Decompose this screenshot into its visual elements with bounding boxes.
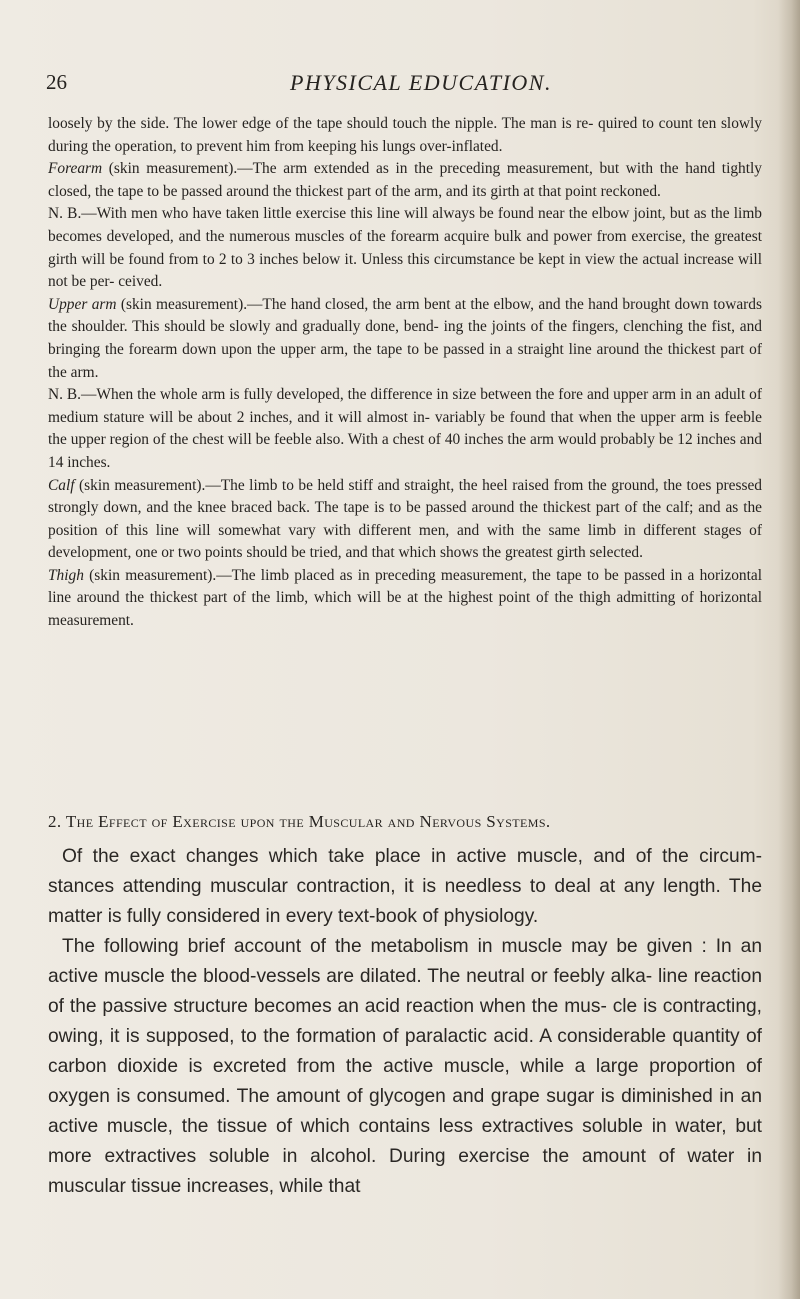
paragraph-calf	[48, 475, 762, 565]
page-number: 26	[46, 70, 67, 94]
paragraph-forearm	[48, 158, 762, 203]
paragraph-text: N. B.—When the whole arm is fully developed, the difference in size between the fore and upper arm in an adult of medium stature will be about 2 inches, and it will almost in- variably be found that when the upper arm is feeble the upper region of the chest will be feeble also. With a chest of 40 inches the arm would probably be 12 inches and 14 inches.	[48, 386, 762, 471]
paragraph-note	[48, 203, 762, 293]
paragraph-text: (skin measurement).—The limb placed as in preceding measurement, the tape to be passed in a horizontal line around the thickest part of the limb, which will be at the highest point of the thigh admitting of horizontal measurement.	[48, 566, 762, 630]
paragraph	[48, 113, 762, 158]
paragraph-text: loosely by the side. The lower edge of the tape should touch the nipple. The man is re- quired to count ten slowly during the operation, to prevent him from keeping his lungs over-inflated.	[48, 115, 762, 155]
paragraph-lead: Thigh	[48, 566, 84, 584]
paragraph-lead: Forearm	[48, 160, 103, 178]
section-body	[48, 842, 762, 1202]
paragraph-text: (skin measurement).—The arm extended as in the preceding measurement, but with the hand tightly closed, the tape to be passed around the thickest part of the arm, and its girth at that point reckoned.	[48, 160, 762, 200]
paragraph-lead: Upper arm	[48, 295, 117, 313]
paragraph-upper-arm	[48, 294, 762, 384]
paragraph-lead: Calf	[48, 476, 75, 494]
paragraph-note	[48, 384, 762, 474]
measurement-instructions	[48, 113, 762, 633]
paragraph: The following brief account of the metabolism in muscle may be given : In an active muscle the blood-vessels are dilated. The neutral or feebly alka- line reaction of the passive structure becomes an acid reaction when the mus- cle is contracting, owing, it is supposed, to the formation of paralactic acid. A considerable quantity of carbon dioxide is excreted from the active muscle, while a large proportion of oxygen is consumed. The amount of glycogen and grape sugar is diminished in an active muscle, the tissue of which contains less extractives soluble in water, but more extractives soluble in alcohol. During exercise the amount of water in muscular tissue increases, while that	[48, 936, 762, 1197]
page-header	[46, 70, 766, 100]
paragraph-text: (skin measurement).—The hand closed, the arm bent at the elbow, and the hand brought down towards the shoulder. This should be slowly and gradually done, bend- ing the joints of the fingers, clenching the fist, and bringing the forearm down upon the upper arm, the tape to be passed in a straight line around the thickest part of the arm.	[48, 295, 762, 381]
paragraph-text: (skin measurement).—The limb to be held stiff and straight, the heel raised from the ground, the toes pressed strongly down, and the knee braced back. The tape is to be passed around the thickest part of the calf; and as the position of this line will somewhat vary with different men, and with the same limb in different stages of development, one or two points should be tried, and that which shows the greatest girth selected.	[48, 476, 762, 562]
running-head: PHYSICAL EDUCATION.	[290, 70, 552, 95]
paragraph-thigh	[48, 565, 762, 633]
page-edge-shadow	[778, 0, 800, 1299]
paragraph: Of the exact changes which take place in active muscle, and of the circum- stances attending muscular contraction, it is needless to deal at any length. The matter is fully considered in every text-book of physiology.	[48, 846, 762, 927]
paragraph-text: N. B.—With men who have taken little exercise this line will always be found near the elbow joint, but as the limb becomes developed, and the numerous muscles of the forearm acquire bulk and power from exercise, the greatest girth will be found from to 2 to 3 inches below it. Unless this circumstance be kept in view the actual increase will not be per- ceived.	[48, 205, 762, 291]
section-heading: 2. The Effect of Exercise upon the Muscular and Nervous Systems.	[48, 812, 551, 831]
